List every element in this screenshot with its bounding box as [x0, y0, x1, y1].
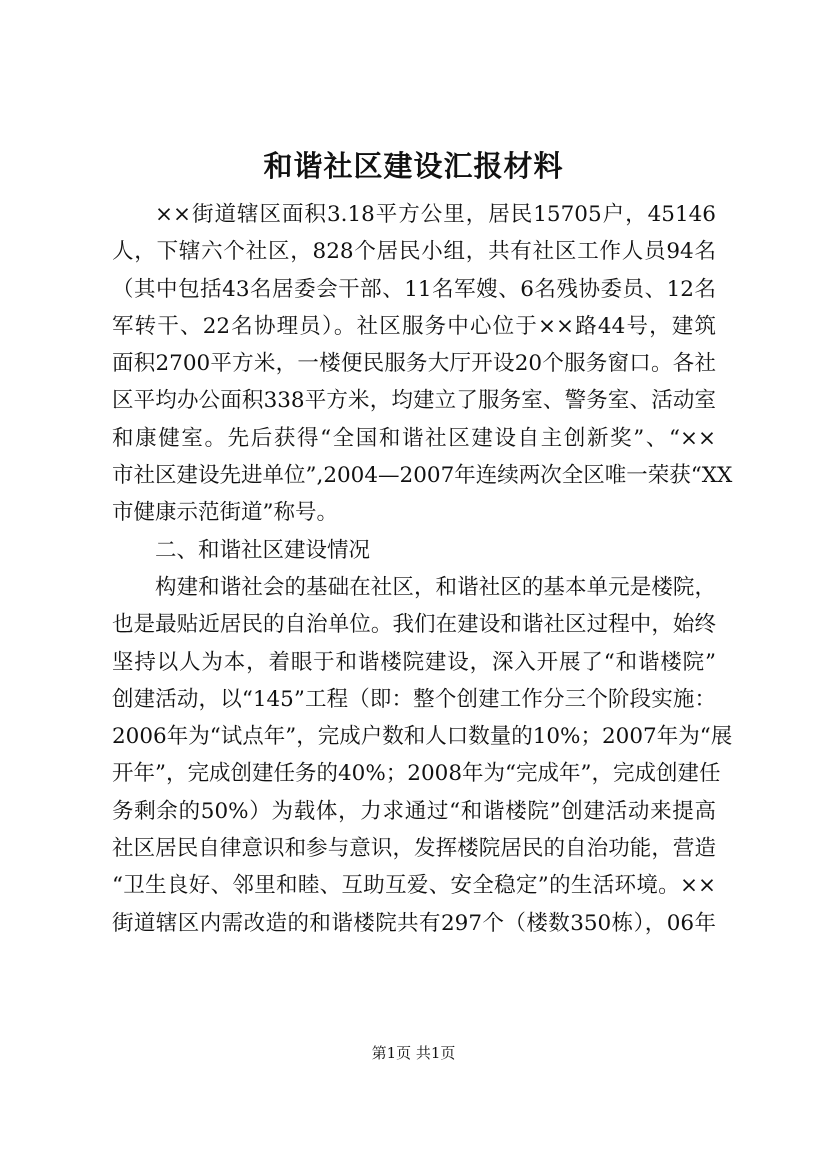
paragraph-line: 务剩余的50%）为载体，力求通过“和谐楼院”创建活动来提高 [112, 798, 716, 824]
paragraph-line: “卫生良好、邻里和睦、互助互爱、安全稳定”的生活环境。×× [112, 873, 716, 899]
document-title: 和谐社区建设汇报材料 [263, 149, 564, 183]
document-body [112, 196, 733, 942]
paragraph-line: 坚持以人为本，着眼于和谐楼院建设，深入开展了“和谐楼院” [112, 649, 716, 675]
paragraph-line: 人，下辖六个社区，828个居民小组，共有社区工作人员94名 [112, 239, 716, 265]
paragraph-line: （其中包括43名居委会干部、11名军嫂、6名残协委员、12名 [112, 276, 716, 302]
paragraph-line: 开年”，完成创建任务的40%；2008年为“完成年”，完成创建任 [112, 761, 721, 787]
paragraph-line: 街道辖区内需改造的和谐楼院共有297个（楼数350栋），06年 [112, 910, 716, 936]
paragraph-line: 2006年为“试点年”，完成户数和人口数量的10%；2007年为“展 [112, 724, 733, 750]
paragraph-line: 和康健室。先后获得“全国和谐社区建设自主创新奖”、“×× [112, 425, 716, 451]
paragraph-line: 构建和谐社会的基础在社区，和谐社区的基本单元是楼院， [155, 574, 716, 600]
paragraph-line: 也是最贴近居民的自治单位。我们在建设和谐社区过程中，始终 [112, 612, 716, 638]
paragraph-line: 军转干、22名协理员）。社区服务中心位于××路44号，建筑 [112, 313, 716, 339]
paragraph-line: 面积2700平方米，一楼便民服务大厅开设20个服务窗口。各社 [112, 351, 716, 377]
paragraph-line: 市社区建设先进单位”,2004—2007年连续两次全区唯一荣获“XX [112, 463, 733, 489]
paragraph-line: 区平均办公面积338平方米，均建立了服务室、警务室、活动室 [112, 388, 716, 414]
paragraph-line: 市健康示范街道”称号。 [112, 500, 338, 526]
paragraph-line: ××街道辖区面积3.18平方公里，居民15705户，45146 [155, 202, 716, 227]
page-number-footer: 第1页 共1页 [371, 1044, 456, 1062]
paragraph-line: 创建活动，以“145”工程（即：整个创建工作分三个阶段实施： [112, 686, 716, 712]
paragraph-line: 社区居民自律意识和参与意识，发挥楼院居民的自治功能，营造 [112, 836, 716, 862]
section-heading: 二、和谐社区建设情况 [155, 537, 371, 563]
